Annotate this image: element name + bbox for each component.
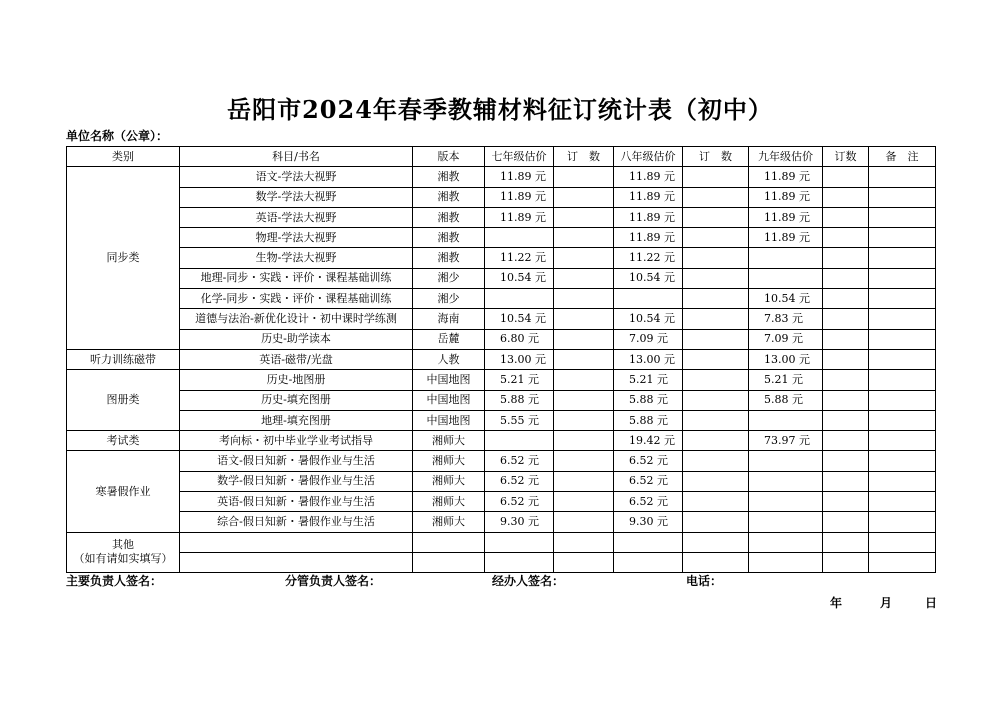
remarks-cell[interactable] — [869, 309, 936, 329]
g7-qty-cell[interactable] — [554, 532, 614, 552]
g8-qty-cell[interactable] — [683, 309, 749, 329]
g7-qty-cell[interactable] — [554, 309, 614, 329]
edition-cell: 海南 — [413, 309, 485, 329]
g8-price-cell: 6.52 元 — [614, 451, 683, 471]
header-grade7-price: 七年级估价 — [485, 147, 554, 167]
g7-price-cell[interactable] — [485, 532, 554, 552]
table-row — [67, 552, 936, 572]
edition-cell: 湘教 — [413, 228, 485, 248]
g9-price-cell: 5.21 元 — [749, 370, 823, 390]
order-table — [66, 146, 936, 573]
g9-price-cell — [749, 471, 823, 491]
remarks-cell[interactable] — [869, 552, 936, 572]
header-remarks: 备 注 — [869, 147, 936, 167]
g7-qty-cell[interactable] — [554, 431, 614, 451]
g7-price-cell: 6.52 元 — [485, 471, 554, 491]
edition-cell: 湘师大 — [413, 512, 485, 532]
g8-qty-cell[interactable] — [683, 228, 749, 248]
edition-cell: 湘教 — [413, 207, 485, 227]
g8-qty-cell[interactable] — [683, 349, 749, 369]
table-row — [67, 187, 936, 207]
table-row — [67, 471, 936, 491]
g9-price-cell: 7.83 元 — [749, 309, 823, 329]
g8-qty-cell[interactable] — [683, 512, 749, 532]
g8-qty-cell[interactable] — [683, 492, 749, 512]
g9-price-cell: 10.54 元 — [749, 289, 823, 309]
g7-price-cell: 11.89 元 — [485, 187, 554, 207]
category-tingli: 听力训练磁带 — [67, 349, 180, 369]
g8-price-cell: 11.22 元 — [614, 248, 683, 268]
g7-qty-cell[interactable] — [554, 167, 614, 187]
header-grade9-price: 九年级估价 — [749, 147, 823, 167]
g8-price-cell: 19.42 元 — [614, 431, 683, 451]
g7-price-cell: 11.89 元 — [485, 207, 554, 227]
g8-qty-cell[interactable] — [683, 187, 749, 207]
g8-price-cell: 11.89 元 — [614, 187, 683, 207]
g8-price-cell: 11.89 元 — [614, 167, 683, 187]
g8-price-cell: 5.88 元 — [614, 390, 683, 410]
g8-price-cell — [614, 289, 683, 309]
unit-name-label: 单位名称（公章）： — [66, 129, 169, 143]
g8-qty-cell[interactable] — [683, 370, 749, 390]
g8-qty-cell[interactable] — [683, 552, 749, 572]
g7-price-cell — [485, 431, 554, 451]
remarks-cell[interactable] — [869, 167, 936, 187]
g8-price-cell: 10.54 元 — [614, 309, 683, 329]
g9-price-cell — [749, 410, 823, 430]
g7-qty-cell[interactable] — [554, 248, 614, 268]
g8-price-cell: 10.54 元 — [614, 268, 683, 288]
book-cell: 英语-磁带/光盘 — [180, 349, 413, 369]
table-row — [67, 451, 936, 471]
g7-qty-cell[interactable] — [554, 492, 614, 512]
remarks-cell[interactable] — [869, 390, 936, 410]
g8-price-cell: 9.30 元 — [614, 512, 683, 532]
g8-price-cell: 5.88 元 — [614, 410, 683, 430]
phone-label: 电话： — [686, 574, 723, 588]
table-row — [67, 268, 936, 288]
g7-qty-cell[interactable] — [554, 268, 614, 288]
g9-price-cell — [749, 492, 823, 512]
book-cell[interactable] — [180, 552, 413, 572]
g8-qty-cell[interactable] — [683, 289, 749, 309]
g9-price-cell[interactable] — [749, 532, 823, 552]
g9-qty-cell[interactable] — [823, 207, 869, 227]
category-qita-line1: 其他 — [112, 538, 134, 552]
g7-price-cell: 9.30 元 — [485, 512, 554, 532]
g7-qty-cell[interactable] — [554, 228, 614, 248]
book-cell: 英语-学法大视野 — [180, 207, 413, 227]
g9-qty-cell[interactable] — [823, 248, 869, 268]
g9-price-cell[interactable] — [749, 552, 823, 572]
g7-price-cell: 5.88 元 — [485, 390, 554, 410]
table-row — [67, 289, 936, 309]
edition-cell: 湘教 — [413, 167, 485, 187]
g9-price-cell: 11.89 元 — [749, 187, 823, 207]
g8-price-cell: 11.89 元 — [614, 228, 683, 248]
remarks-cell[interactable] — [869, 207, 936, 227]
edition-cell: 湘少 — [413, 268, 485, 288]
g8-price-cell[interactable] — [614, 532, 683, 552]
edition-cell: 湘教 — [413, 248, 485, 268]
g8-qty-cell[interactable] — [683, 532, 749, 552]
category-tuce: 图册类 — [67, 370, 180, 431]
remarks-cell[interactable] — [869, 329, 936, 349]
page-title: 岳阳市2024年春季教辅材料征订统计表（初中） — [227, 95, 773, 124]
edition-cell: 中国地图 — [413, 370, 485, 390]
g7-price-cell — [485, 289, 554, 309]
g7-price-cell[interactable] — [485, 552, 554, 572]
book-cell: 考向标・初中毕业学业考试指导 — [180, 431, 413, 451]
edition-cell: 湘师大 — [413, 492, 485, 512]
g8-qty-cell[interactable] — [683, 390, 749, 410]
remarks-cell[interactable] — [869, 532, 936, 552]
g8-qty-cell[interactable] — [683, 268, 749, 288]
header-grade8-price: 八年级估价 — [614, 147, 683, 167]
g8-price-cell: 7.09 元 — [614, 329, 683, 349]
g7-price-cell — [485, 228, 554, 248]
g7-qty-cell[interactable] — [554, 207, 614, 227]
book-cell: 数学-假日知新・暑假作业与生活 — [180, 471, 413, 491]
g7-qty-cell[interactable] — [554, 410, 614, 430]
category-qita — [67, 532, 180, 573]
g7-qty-cell[interactable] — [554, 289, 614, 309]
remarks-cell[interactable] — [869, 187, 936, 207]
g9-qty-cell[interactable] — [823, 471, 869, 491]
g8-price-cell: 13.00 元 — [614, 349, 683, 369]
book-cell: 道德与法治-新优化设计・初中课时学练测 — [180, 309, 413, 329]
g7-price-cell: 11.89 元 — [485, 167, 554, 187]
g9-qty-cell[interactable] — [823, 390, 869, 410]
g7-qty-cell[interactable] — [554, 349, 614, 369]
g9-price-cell: 7.09 元 — [749, 329, 823, 349]
g7-qty-cell[interactable] — [554, 512, 614, 532]
g7-price-cell: 5.55 元 — [485, 410, 554, 430]
g7-price-cell: 10.54 元 — [485, 309, 554, 329]
g7-qty-cell[interactable] — [554, 370, 614, 390]
g7-price-cell: 5.21 元 — [485, 370, 554, 390]
table-row — [67, 492, 936, 512]
category-kaoshi: 考试类 — [67, 431, 180, 451]
g9-price-cell: 11.89 元 — [749, 207, 823, 227]
g9-qty-cell[interactable] — [823, 370, 869, 390]
g9-qty-cell[interactable] — [823, 349, 869, 369]
table-row — [67, 309, 936, 329]
table-row — [67, 410, 936, 430]
book-cell: 综合-假日知新・暑假作业与生活 — [180, 512, 413, 532]
book-cell: 地理-填充图册 — [180, 410, 413, 430]
g8-qty-cell[interactable] — [683, 207, 749, 227]
book-cell: 数学-学法大视野 — [180, 187, 413, 207]
edition-cell: 中国地图 — [413, 410, 485, 430]
book-cell: 语文-假日知新・暑假作业与生活 — [180, 451, 413, 471]
g9-price-cell: 11.89 元 — [749, 167, 823, 187]
g8-qty-cell[interactable] — [683, 451, 749, 471]
g8-qty-cell[interactable] — [683, 248, 749, 268]
book-cell: 历史-助学读本 — [180, 329, 413, 349]
remarks-cell[interactable] — [869, 451, 936, 471]
g8-price-cell: 5.21 元 — [614, 370, 683, 390]
table-row — [67, 248, 936, 268]
g9-qty-cell[interactable] — [823, 309, 869, 329]
remarks-cell[interactable] — [869, 268, 936, 288]
header-book: 科目/书名 — [180, 147, 413, 167]
g8-price-cell: 6.52 元 — [614, 471, 683, 491]
g8-price-cell: 11.89 元 — [614, 207, 683, 227]
g7-price-cell: 6.80 元 — [485, 329, 554, 349]
g8-price-cell: 6.52 元 — [614, 492, 683, 512]
remarks-cell[interactable] — [869, 370, 936, 390]
header-edition: 版本 — [413, 147, 485, 167]
edition-cell: 湘少 — [413, 289, 485, 309]
g8-qty-cell[interactable] — [683, 410, 749, 430]
category-hanshu: 寒暑假作业 — [67, 451, 180, 532]
edition-cell: 湘师大 — [413, 471, 485, 491]
book-cell: 物理-学法大视野 — [180, 228, 413, 248]
table-row — [67, 431, 936, 451]
edition-cell: 湘师大 — [413, 431, 485, 451]
date-day: 日 — [925, 596, 938, 610]
g7-qty-cell[interactable] — [554, 187, 614, 207]
g7-qty-cell[interactable] — [554, 390, 614, 410]
g9-price-cell: 11.89 元 — [749, 228, 823, 248]
g9-price-cell — [749, 268, 823, 288]
remarks-cell[interactable] — [869, 248, 936, 268]
g7-qty-cell[interactable] — [554, 451, 614, 471]
edition-cell: 人教 — [413, 349, 485, 369]
table-row — [67, 329, 936, 349]
g9-qty-cell[interactable] — [823, 451, 869, 471]
edition-cell: 岳麓 — [413, 329, 485, 349]
table-row — [67, 532, 936, 552]
g7-qty-cell[interactable] — [554, 552, 614, 572]
g9-qty-cell[interactable] — [823, 268, 869, 288]
table-row — [67, 167, 936, 187]
g9-qty-cell[interactable] — [823, 431, 869, 451]
table-row — [67, 390, 936, 410]
remarks-cell[interactable] — [869, 228, 936, 248]
table-header-row — [67, 147, 936, 167]
g8-qty-cell[interactable] — [683, 167, 749, 187]
g8-price-cell[interactable] — [614, 552, 683, 572]
g7-price-cell: 11.22 元 — [485, 248, 554, 268]
header-grade9-qty: 订数 — [823, 147, 869, 167]
g9-price-cell: 5.88 元 — [749, 390, 823, 410]
g8-qty-cell[interactable] — [683, 431, 749, 451]
g7-qty-cell[interactable] — [554, 329, 614, 349]
edition-cell[interactable] — [413, 532, 485, 552]
branch-signer-label: 分管负责人签名： — [285, 574, 382, 588]
g9-qty-cell[interactable] — [823, 552, 869, 572]
g9-qty-cell[interactable] — [823, 167, 869, 187]
date-year: 年 — [830, 596, 843, 610]
header-grade8-qty: 订 数 — [683, 147, 749, 167]
remarks-cell[interactable] — [869, 492, 936, 512]
g7-qty-cell[interactable] — [554, 471, 614, 491]
g9-qty-cell[interactable] — [823, 410, 869, 430]
g9-price-cell — [749, 451, 823, 471]
edition-cell: 中国地图 — [413, 390, 485, 410]
handler-signer-label: 经办人签名： — [492, 574, 565, 588]
edition-cell: 湘教 — [413, 187, 485, 207]
remarks-cell[interactable] — [869, 431, 936, 451]
book-cell: 化学-同步・实践・评价・课程基础训练 — [180, 289, 413, 309]
g9-qty-cell[interactable] — [823, 512, 869, 532]
g7-price-cell: 6.52 元 — [485, 492, 554, 512]
book-cell: 历史-地图册 — [180, 370, 413, 390]
category-tongbu: 同步类 — [67, 167, 180, 350]
book-cell[interactable] — [180, 532, 413, 552]
g9-qty-cell[interactable] — [823, 329, 869, 349]
g9-price-cell — [749, 248, 823, 268]
category-qita-line2: （如有请如实填写） — [73, 552, 173, 566]
g9-qty-cell[interactable] — [823, 492, 869, 512]
remarks-cell[interactable] — [869, 471, 936, 491]
g7-price-cell: 10.54 元 — [485, 268, 554, 288]
remarks-cell[interactable] — [869, 512, 936, 532]
book-cell: 英语-假日知新・暑假作业与生活 — [180, 492, 413, 512]
g9-qty-cell[interactable] — [823, 532, 869, 552]
g9-qty-cell[interactable] — [823, 289, 869, 309]
g7-price-cell: 13.00 元 — [485, 349, 554, 369]
remarks-cell[interactable] — [869, 289, 936, 309]
table-row — [67, 349, 936, 369]
book-cell: 地理-同步・实践・评价・课程基础训练 — [180, 268, 413, 288]
table-row — [67, 228, 936, 248]
table-row — [67, 370, 936, 390]
table-row — [67, 512, 936, 532]
remarks-cell[interactable] — [869, 349, 936, 369]
g9-price-cell — [749, 512, 823, 532]
book-cell: 历史-填充图册 — [180, 390, 413, 410]
header-category: 类别 — [67, 147, 180, 167]
g8-qty-cell[interactable] — [683, 471, 749, 491]
table-row — [67, 207, 936, 227]
g9-qty-cell[interactable] — [823, 187, 869, 207]
g7-price-cell: 6.52 元 — [485, 451, 554, 471]
g9-qty-cell[interactable] — [823, 228, 869, 248]
g9-price-cell: 13.00 元 — [749, 349, 823, 369]
remarks-cell[interactable] — [869, 410, 936, 430]
g9-price-cell: 73.97 元 — [749, 431, 823, 451]
edition-cell[interactable] — [413, 552, 485, 572]
main-signer-label: 主要负责人签名： — [66, 574, 163, 588]
header-grade7-qty: 订 数 — [554, 147, 614, 167]
date-month: 月 — [880, 596, 893, 610]
book-cell: 语文-学法大视野 — [180, 167, 413, 187]
g8-qty-cell[interactable] — [683, 329, 749, 349]
book-cell: 生物-学法大视野 — [180, 248, 413, 268]
edition-cell: 湘师大 — [413, 451, 485, 471]
